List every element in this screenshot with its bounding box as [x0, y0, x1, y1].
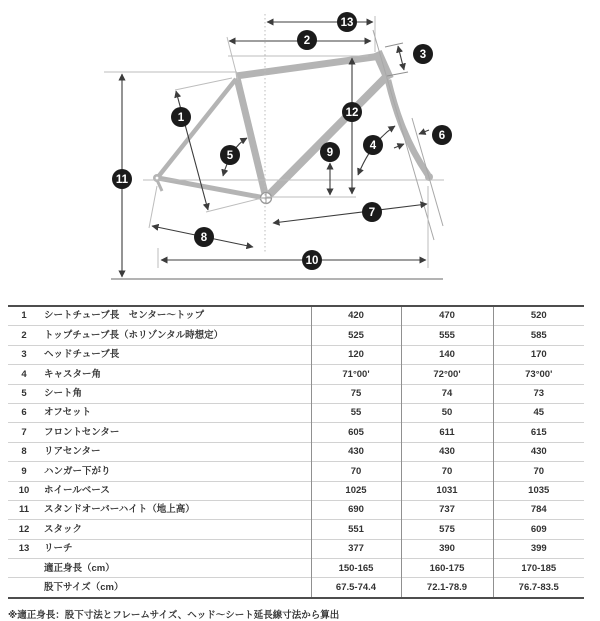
row-value: 160-175	[401, 559, 493, 578]
row-label: オフセット	[40, 403, 311, 422]
row-label: ヘッドチューブ長	[40, 345, 311, 364]
row-value: 555	[401, 326, 493, 345]
row-value: 420	[311, 306, 401, 326]
dimension-marker-4	[363, 135, 383, 155]
marker-label: 4	[369, 140, 377, 152]
row-value: 73	[493, 384, 584, 403]
row-value: 690	[311, 500, 401, 519]
row-label: スタンドオーバーハイト（地上高）	[40, 500, 311, 519]
marker-label: 10	[305, 255, 319, 267]
dimension-marker-1	[171, 107, 191, 127]
dimension-marker-10	[302, 250, 322, 270]
geometry-table-body	[8, 306, 584, 598]
row-value: 609	[493, 520, 584, 539]
marker-label: 5	[226, 150, 234, 162]
geometry-table	[8, 305, 584, 599]
table-row	[8, 403, 584, 422]
row-label: トップチューブ長（ホリゾンタル時想定）	[40, 326, 311, 345]
row-value: 430	[401, 442, 493, 461]
marker-label: 13	[340, 17, 354, 29]
row-number: 1	[21, 310, 27, 322]
row-number: 8	[8, 442, 40, 461]
table-row	[8, 384, 584, 403]
row-value: 399	[493, 539, 584, 558]
table-row	[8, 326, 584, 345]
row-value: 784	[493, 500, 584, 519]
row-value: 71°00'	[311, 365, 401, 384]
row-value: 430	[493, 442, 584, 461]
row-value: 50	[401, 403, 493, 422]
row-number: 7	[8, 423, 40, 442]
row-label: リーチ	[40, 539, 311, 558]
row-value: 430	[311, 442, 401, 461]
table-row	[8, 462, 584, 481]
row-value: 170	[493, 345, 584, 364]
row-value: 615	[493, 423, 584, 442]
row-value: 611	[401, 423, 493, 442]
row-label: 股下サイズ（cm）	[40, 578, 311, 598]
table-summary-row	[8, 559, 584, 578]
row-value: 70	[311, 462, 401, 481]
row-number: 4	[8, 365, 40, 384]
row-number: 12	[8, 520, 40, 539]
row-label: 適正身長（cm）	[40, 559, 311, 578]
row-value: 120	[311, 345, 401, 364]
dimension-markers	[112, 12, 452, 270]
marker-label: 1	[177, 112, 185, 124]
table-row	[8, 520, 584, 539]
row-number: 6	[8, 403, 40, 422]
row-number: 11	[8, 500, 40, 519]
dimension-marker-6	[432, 125, 452, 145]
row-number: 3	[8, 345, 40, 364]
row-value: 737	[401, 500, 493, 519]
row-value: 150-165	[311, 559, 401, 578]
marker-label: 12	[345, 107, 359, 119]
row-label: キャスター角	[40, 365, 311, 384]
row-label: リアセンター	[40, 442, 311, 461]
row-value: 74	[401, 384, 493, 403]
marker-label: 8	[200, 232, 208, 244]
row-value: 55	[311, 403, 401, 422]
table-row	[8, 481, 584, 500]
dimension-marker-13	[337, 12, 357, 32]
row-value: 605	[311, 423, 401, 442]
row-label: フロントセンター	[40, 423, 311, 442]
row-value: 45	[493, 403, 584, 422]
row-label: シートチューブ長 センター〜トップ	[44, 310, 205, 322]
fork-blade	[388, 80, 428, 175]
dimension-marker-7	[362, 202, 382, 222]
table-row	[8, 423, 584, 442]
row-value: 390	[401, 539, 493, 558]
row-label: シート角	[40, 384, 311, 403]
row-number: 10	[8, 481, 40, 500]
row-value: 70	[401, 462, 493, 481]
dimension-marker-3	[413, 44, 433, 64]
row-label: スタック	[40, 520, 311, 539]
row-value: 585	[493, 326, 584, 345]
table-row	[8, 365, 584, 384]
dimension-marker-5	[220, 145, 240, 165]
footnote: ※適正身長：股下寸法とフレームサイズ、ヘッド〜シート延長線寸法から算出	[8, 609, 340, 621]
frame-geometry-diagram	[0, 0, 600, 295]
marker-label: 7	[368, 207, 376, 219]
marker-label: 11	[115, 174, 129, 186]
row-number	[8, 559, 40, 578]
row-value: 75	[311, 384, 401, 403]
row-value: 140	[401, 345, 493, 364]
row-value: 72.1-78.9	[401, 578, 493, 598]
row-label: ハンガー下がり	[40, 462, 311, 481]
row-value: 1025	[311, 481, 401, 500]
marker-label: 9	[326, 147, 334, 159]
row-number	[8, 578, 40, 598]
table-row	[8, 539, 584, 558]
row-value: 67.5-74.4	[311, 578, 401, 598]
row-value: 1031	[401, 481, 493, 500]
row-number: 13	[8, 539, 40, 558]
row-number: 2	[8, 326, 40, 345]
row-value: 575	[401, 520, 493, 539]
table-row	[8, 306, 584, 326]
row-value: 525	[311, 326, 401, 345]
dimension-marker-9	[320, 142, 340, 162]
dimension-marker-8	[194, 227, 214, 247]
row-value: 551	[311, 520, 401, 539]
dimension-marker-11	[112, 169, 132, 189]
table-row	[8, 345, 584, 364]
row-value: 377	[311, 539, 401, 558]
marker-label: 3	[419, 49, 427, 61]
table-row	[8, 500, 584, 519]
row-label: ホイールベース	[40, 481, 311, 500]
row-value: 1035	[493, 481, 584, 500]
row-value: 73°00'	[493, 365, 584, 384]
row-value: 520	[493, 306, 584, 326]
row-value: 170-185	[493, 559, 584, 578]
reference-lines	[104, 14, 444, 279]
table-summary-row	[8, 578, 584, 598]
dimension-marker-2	[297, 30, 317, 50]
table-row	[8, 442, 584, 461]
row-number: 9	[8, 462, 40, 481]
row-value: 70	[493, 462, 584, 481]
row-value: 72°00'	[401, 365, 493, 384]
row-value: 76.7-83.5	[493, 578, 584, 598]
marker-label: 6	[438, 130, 446, 142]
marker-label: 2	[303, 35, 311, 47]
row-number: 5	[8, 384, 40, 403]
dimension-marker-12	[342, 102, 362, 122]
row-value: 470	[401, 306, 493, 326]
